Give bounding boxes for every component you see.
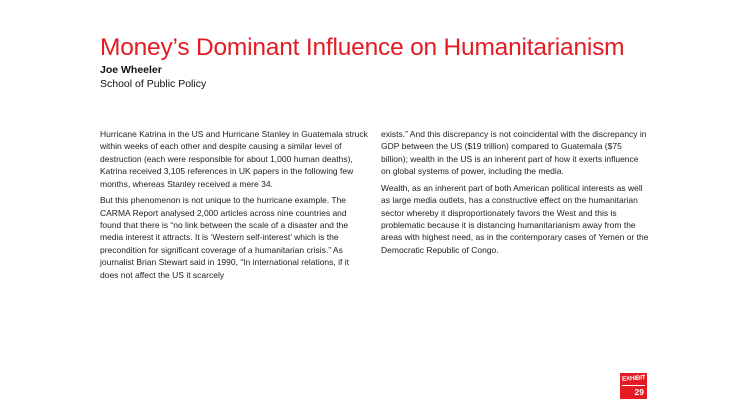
- exhibit-page-badge: [620, 373, 647, 399]
- page-title: Money’s Dominant Influence on Humanitarianism: [100, 34, 625, 62]
- badge-divider: [622, 385, 645, 386]
- paragraph: Hurricane Katrina in the US and Hurricane Stanley in Guatemala struck within weeks of each other and despite causing a similar level of destruction (each were responsible for about 1,000 human deaths), Katrina received 3,105 references in UK papers in the following few months, whereas Stanley received a mere 34.: [100, 129, 368, 189]
- body-column-left: [100, 128, 368, 285]
- paragraph: But this phenomenon is not unique to the hurricane example. The CARMA Report analysed 2,000 articles across nine countries and found that there is “no link between the scale of a disaster and the media interest it attracts. It is ‘Western self-interest’ which is the precondition for significant coverage of a humanitarian crisis.” As journalist Brian Stewart said in 1990, “In international relations, if it does not affect the US it scarcely: [100, 195, 349, 280]
- body-column-right: [381, 128, 649, 260]
- page-number: 29: [634, 387, 644, 397]
- paragraph: Wealth, as an inherent part of both American political interests as well as large media outlets, has a constructive effect on the humanitarian sector whereby it disproportionately favors the West and this is problematic because it is distancing humanitarianism away from the areas with highest need, as in the contemporary cases of Yemen or the Democratic Republic of Congo.: [381, 182, 649, 255]
- exhibit-label: EXHIBIT: [621, 374, 646, 383]
- author-affiliation: School of Public Policy: [100, 78, 207, 90]
- author-name: Joe Wheeler: [100, 64, 162, 76]
- paragraph: exists.” And this discrepancy is not coincidental with the discrepancy in GDP between the US ($19 trillion) compared to Guatemala ($75 billion); wealth in the US is an inherent part of how it exerts influence on global systems of power, including the media.: [381, 129, 647, 177]
